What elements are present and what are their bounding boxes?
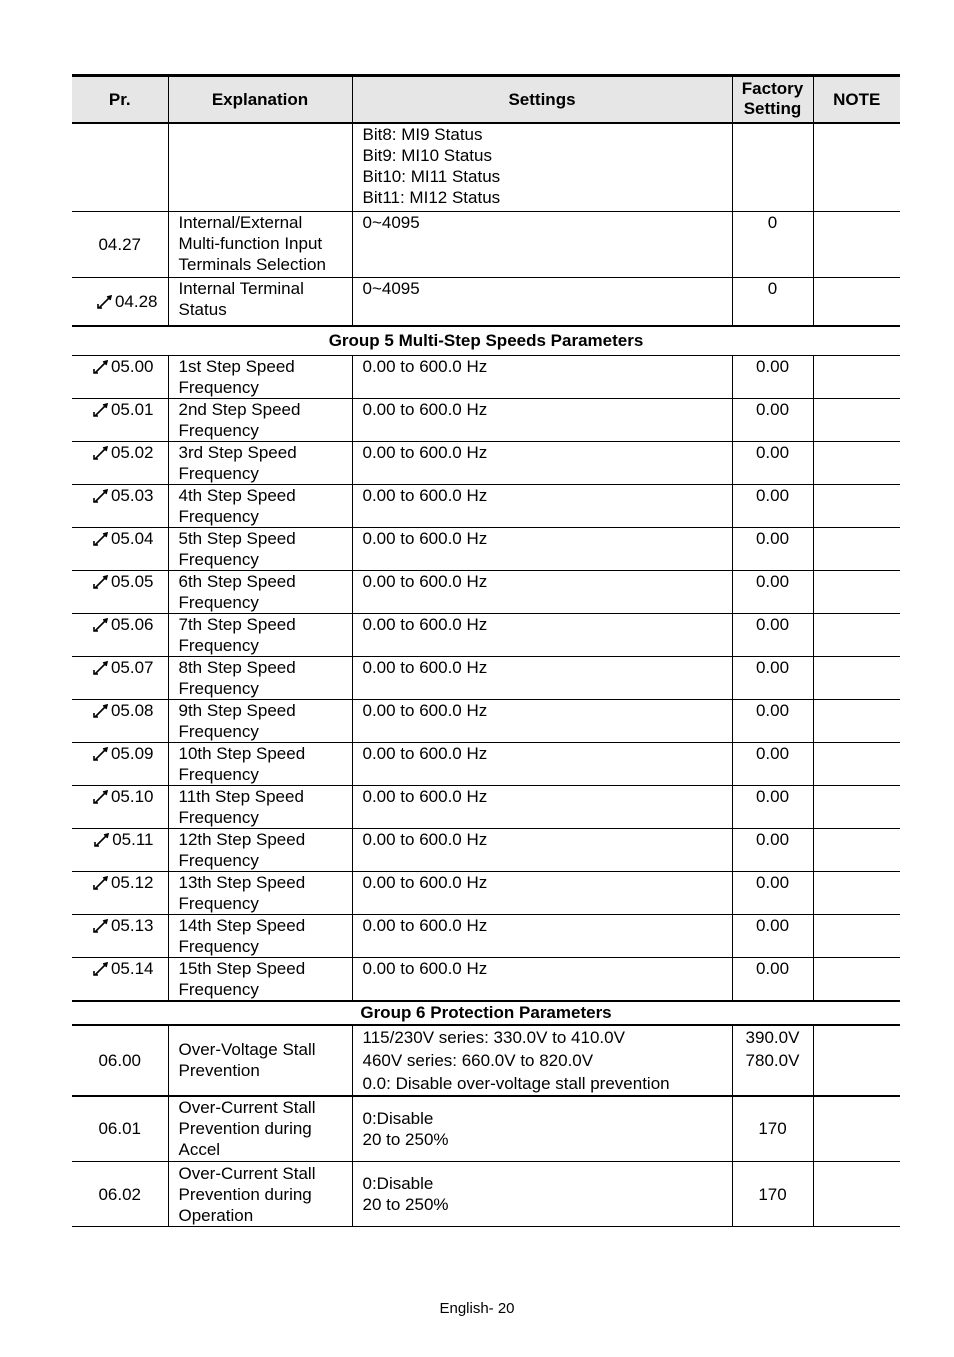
param-explanation	[168, 785, 352, 828]
param-explanation	[168, 1096, 352, 1162]
param-explanation	[168, 613, 352, 656]
param-number	[72, 484, 168, 527]
editable-param-icon	[93, 747, 109, 761]
settings-line: Bit8: MI9 Status	[362, 124, 483, 144]
settings-line: 0~4095	[362, 213, 420, 232]
param-note	[813, 278, 900, 326]
param-number	[72, 527, 168, 570]
editable-param-icon	[97, 295, 113, 309]
explanation-line: 2nd Step Speed	[178, 399, 301, 419]
param-number	[72, 785, 168, 828]
table-row	[72, 441, 900, 484]
explanation-line: Frequency	[178, 764, 259, 784]
param-settings	[352, 1025, 732, 1096]
editable-param-icon	[93, 403, 109, 417]
table-header-row	[72, 76, 900, 123]
explanation-line: Over-Current Stall	[178, 1163, 316, 1183]
param-settings: 0.00 to 600.0 Hz	[352, 785, 732, 828]
param-settings: 0.00 to 600.0 Hz	[352, 613, 732, 656]
param-explanation	[168, 355, 352, 398]
param-note	[813, 613, 900, 656]
settings-line: 0:Disable	[362, 1174, 434, 1193]
explanation-line: Frequency	[178, 377, 259, 397]
table-row	[72, 570, 900, 613]
editable-param-icon	[93, 876, 109, 890]
param-note	[813, 785, 900, 828]
param-number-text: 05.04	[110, 528, 154, 548]
param-number	[72, 957, 168, 1001]
header-settings: Settings	[352, 76, 732, 123]
param-number-text: 05.08	[110, 700, 154, 720]
param-number	[72, 278, 168, 326]
explanation-line: 4th Step Speed	[178, 485, 296, 505]
param-factory-setting	[732, 1162, 813, 1227]
table-row	[72, 656, 900, 699]
param-factory-setting: 0.00	[732, 699, 813, 742]
explanation-line: 10th Step Speed	[178, 743, 306, 763]
param-explanation	[168, 527, 352, 570]
table-row	[72, 123, 900, 212]
param-note	[813, 441, 900, 484]
explanation-line: Frequency	[178, 678, 259, 698]
explanation-line: Operation	[178, 1205, 254, 1225]
explanation-line: Prevention during	[178, 1184, 312, 1204]
group-title: Group 5 Multi-Step Speeds Parameters	[72, 326, 900, 356]
param-factory-setting: 0.00	[732, 441, 813, 484]
param-number-text: 05.03	[110, 485, 154, 505]
table-row	[72, 212, 900, 278]
explanation-line: Over-Voltage Stall	[178, 1040, 316, 1059]
param-note	[813, 1096, 900, 1162]
param-settings: 0.00 to 600.0 Hz	[352, 570, 732, 613]
param-settings: 0.00 to 600.0 Hz	[352, 484, 732, 527]
group-title-row	[72, 326, 900, 356]
param-settings: 0.00 to 600.0 Hz	[352, 656, 732, 699]
param-number-text: 05.06	[110, 614, 154, 634]
explanation-line: Frequency	[178, 635, 259, 655]
param-number-text: 06.02	[98, 1184, 142, 1204]
explanation-line: 15th Step Speed	[178, 958, 306, 978]
param-settings: 0.00 to 600.0 Hz	[352, 527, 732, 570]
settings-line: Bit11: MI12 Status	[362, 187, 501, 207]
param-number	[72, 613, 168, 656]
settings-line: Bit9: MI10 Status	[362, 145, 492, 165]
settings-line: 0.0: Disable over-voltage stall prevention	[362, 1073, 670, 1093]
param-factory-setting: 0.00	[732, 957, 813, 1001]
settings-line: 0:Disable	[362, 1108, 434, 1128]
param-settings	[352, 212, 732, 278]
settings-line: 20 to 250%	[362, 1129, 449, 1149]
editable-param-icon	[93, 575, 109, 589]
param-number-text: 05.07	[110, 657, 154, 677]
param-factory-setting: 0.00	[732, 656, 813, 699]
table-row	[72, 828, 900, 871]
parameter-table	[72, 74, 900, 1227]
param-number-text: 05.00	[110, 356, 154, 376]
group-title: Group 6 Protection Parameters	[72, 1001, 900, 1025]
editable-param-icon	[93, 919, 109, 933]
param-number-text: 05.14	[110, 958, 154, 978]
explanation-line: Multi-function Input	[178, 234, 323, 253]
param-note	[813, 1162, 900, 1227]
header-note: NOTE	[813, 76, 900, 123]
param-settings	[352, 1162, 732, 1227]
param-factory-setting: 0.00	[732, 398, 813, 441]
param-factory-setting	[732, 1025, 813, 1096]
param-explanation	[168, 398, 352, 441]
param-note	[813, 871, 900, 914]
param-number-text: 06.01	[98, 1119, 142, 1139]
table-row	[72, 278, 900, 326]
param-note	[813, 484, 900, 527]
param-explanation	[168, 914, 352, 957]
editable-param-icon	[93, 618, 109, 632]
param-number-text: 04.27	[98, 235, 142, 254]
table-row	[72, 484, 900, 527]
param-number-text: 05.12	[110, 872, 154, 892]
explanation-line: Frequency	[178, 979, 259, 999]
editable-param-icon	[94, 833, 110, 847]
header-pr: Pr.	[72, 76, 168, 123]
factory-line: 390.0V	[745, 1027, 800, 1047]
param-number	[72, 828, 168, 871]
settings-line: 20 to 250%	[362, 1195, 449, 1214]
param-settings: 0.00 to 600.0 Hz	[352, 914, 732, 957]
param-factory-setting	[732, 123, 813, 212]
param-factory-setting: 0.00	[732, 828, 813, 871]
factory-line: 0	[767, 279, 778, 298]
param-explanation	[168, 871, 352, 914]
param-explanation	[168, 212, 352, 278]
table-row	[72, 742, 900, 785]
param-factory-setting: 0.00	[732, 613, 813, 656]
param-factory-setting: 0.00	[732, 871, 813, 914]
table-row	[72, 398, 900, 441]
table-row	[72, 527, 900, 570]
explanation-line: 7th Step Speed	[178, 614, 296, 634]
param-note	[813, 123, 900, 212]
param-explanation	[168, 570, 352, 613]
param-settings	[352, 278, 732, 326]
table-row	[72, 355, 900, 398]
table-row	[72, 785, 900, 828]
param-number-text: 05.13	[110, 915, 154, 935]
editable-param-icon	[93, 489, 109, 503]
param-note	[813, 957, 900, 1001]
explanation-line: Accel	[178, 1140, 221, 1160]
page-footer: English- 20	[439, 1300, 515, 1317]
table-row	[72, 1025, 900, 1096]
param-note	[813, 212, 900, 278]
param-number	[72, 914, 168, 957]
explanation-line: 6th Step Speed	[178, 571, 296, 591]
param-number-text: 05.09	[110, 743, 154, 763]
explanation-line: 13th Step Speed	[178, 872, 306, 892]
param-number	[72, 570, 168, 613]
header-explanation: Explanation	[168, 76, 352, 123]
param-settings: 0.00 to 600.0 Hz	[352, 699, 732, 742]
editable-param-icon	[93, 962, 109, 976]
settings-line: 460V series: 660.0V to 820.0V	[362, 1050, 594, 1070]
explanation-line: Status	[178, 300, 227, 319]
settings-line: 115/230V series: 330.0V to 410.0V	[362, 1027, 625, 1047]
header-factory-line2: Setting	[743, 99, 802, 119]
table-row	[72, 914, 900, 957]
param-number-text: 05.11	[112, 829, 154, 849]
explanation-line: Frequency	[178, 549, 259, 569]
explanation-line: Frequency	[178, 463, 259, 483]
table-row	[72, 871, 900, 914]
factory-line: 170	[758, 1184, 787, 1204]
param-factory-setting: 0.00	[732, 742, 813, 785]
param-settings: 0.00 to 600.0 Hz	[352, 828, 732, 871]
param-number-text: 06.00	[98, 1050, 142, 1070]
param-number	[72, 123, 168, 212]
explanation-line: Frequency	[178, 506, 259, 526]
editable-param-icon	[93, 360, 109, 374]
explanation-line: 8th Step Speed	[178, 657, 296, 677]
explanation-line: Internal Terminal	[178, 279, 304, 298]
explanation-line: Frequency	[178, 850, 259, 870]
explanation-line: Frequency	[178, 721, 259, 741]
explanation-line: Over-Current Stall	[178, 1098, 316, 1118]
param-explanation	[168, 656, 352, 699]
explanation-line: Internal/External	[178, 213, 303, 232]
param-number-text: 04.28	[114, 291, 158, 311]
param-number	[72, 441, 168, 484]
explanation-line: Frequency	[178, 936, 259, 956]
param-number	[72, 699, 168, 742]
explanation-line: 14th Step Speed	[178, 915, 306, 935]
param-factory-setting: 0.00	[732, 355, 813, 398]
param-settings: 0.00 to 600.0 Hz	[352, 742, 732, 785]
param-factory-setting: 0.00	[732, 785, 813, 828]
parameter-document	[72, 74, 900, 1227]
param-factory-setting: 0.00	[732, 527, 813, 570]
factory-line: 780.0V	[745, 1050, 800, 1070]
param-number-text: 05.02	[110, 442, 154, 462]
factory-line: 170	[758, 1119, 787, 1139]
explanation-line: Frequency	[178, 420, 259, 440]
param-note	[813, 570, 900, 613]
param-number	[72, 1025, 168, 1096]
explanation-line: Prevention during	[178, 1119, 312, 1139]
explanation-line: 9th Step Speed	[178, 700, 296, 720]
param-number	[72, 355, 168, 398]
param-number	[72, 398, 168, 441]
editable-param-icon	[93, 790, 109, 804]
explanation-line: 3rd Step Speed	[178, 442, 297, 462]
param-factory-setting	[732, 278, 813, 326]
explanation-line: Terminals Selection	[178, 255, 326, 274]
param-settings: 0.00 to 600.0 Hz	[352, 441, 732, 484]
table-row	[72, 957, 900, 1001]
param-note	[813, 914, 900, 957]
param-number	[72, 871, 168, 914]
param-settings: 0.00 to 600.0 Hz	[352, 355, 732, 398]
param-settings	[352, 123, 732, 212]
param-number-text: 05.01	[110, 399, 154, 419]
param-explanation	[168, 278, 352, 326]
param-settings: 0.00 to 600.0 Hz	[352, 957, 732, 1001]
param-explanation	[168, 699, 352, 742]
explanation-line: Frequency	[178, 807, 259, 827]
group-title-row	[72, 1001, 900, 1025]
table-row	[72, 1096, 900, 1162]
param-settings: 0.00 to 600.0 Hz	[352, 398, 732, 441]
table-row	[72, 699, 900, 742]
param-explanation	[168, 123, 352, 212]
header-factory-setting	[732, 76, 813, 123]
param-explanation	[168, 484, 352, 527]
explanation-line: 1st Step Speed	[178, 356, 295, 376]
param-settings: 0.00 to 600.0 Hz	[352, 871, 732, 914]
param-factory-setting: 0.00	[732, 914, 813, 957]
param-number	[72, 742, 168, 785]
param-note	[813, 355, 900, 398]
explanation-line: Prevention	[178, 1061, 260, 1080]
param-note	[813, 656, 900, 699]
param-factory-setting: 0.00	[732, 570, 813, 613]
param-factory-setting: 0.00	[732, 484, 813, 527]
param-number	[72, 1096, 168, 1162]
param-number	[72, 1162, 168, 1227]
param-number	[72, 212, 168, 278]
param-explanation	[168, 828, 352, 871]
explanation-line: 12th Step Speed	[178, 829, 306, 849]
explanation-line: Frequency	[178, 893, 259, 913]
param-explanation	[168, 742, 352, 785]
param-factory-setting	[732, 1096, 813, 1162]
param-note	[813, 398, 900, 441]
param-explanation	[168, 441, 352, 484]
param-note	[813, 1025, 900, 1096]
explanation-line: Frequency	[178, 592, 259, 612]
param-note	[813, 742, 900, 785]
param-explanation	[168, 1162, 352, 1227]
table-row	[72, 1162, 900, 1227]
param-note	[813, 699, 900, 742]
param-factory-setting	[732, 212, 813, 278]
param-number	[72, 656, 168, 699]
editable-param-icon	[93, 532, 109, 546]
editable-param-icon	[93, 661, 109, 675]
param-settings	[352, 1096, 732, 1162]
table-row	[72, 613, 900, 656]
param-number-text: 05.05	[110, 571, 154, 591]
factory-line: 0	[767, 213, 778, 232]
param-explanation	[168, 957, 352, 1001]
settings-line: 0~4095	[362, 279, 420, 298]
header-factory-line1: Factory	[741, 79, 804, 99]
param-note	[813, 828, 900, 871]
param-note	[813, 527, 900, 570]
editable-param-icon	[93, 446, 109, 460]
param-number-text: 05.10	[110, 786, 154, 806]
settings-line: Bit10: MI11 Status	[362, 166, 501, 186]
param-explanation	[168, 1025, 352, 1096]
editable-param-icon	[93, 704, 109, 718]
explanation-line: 11th Step Speed	[178, 786, 304, 806]
explanation-line: 5th Step Speed	[178, 528, 296, 548]
